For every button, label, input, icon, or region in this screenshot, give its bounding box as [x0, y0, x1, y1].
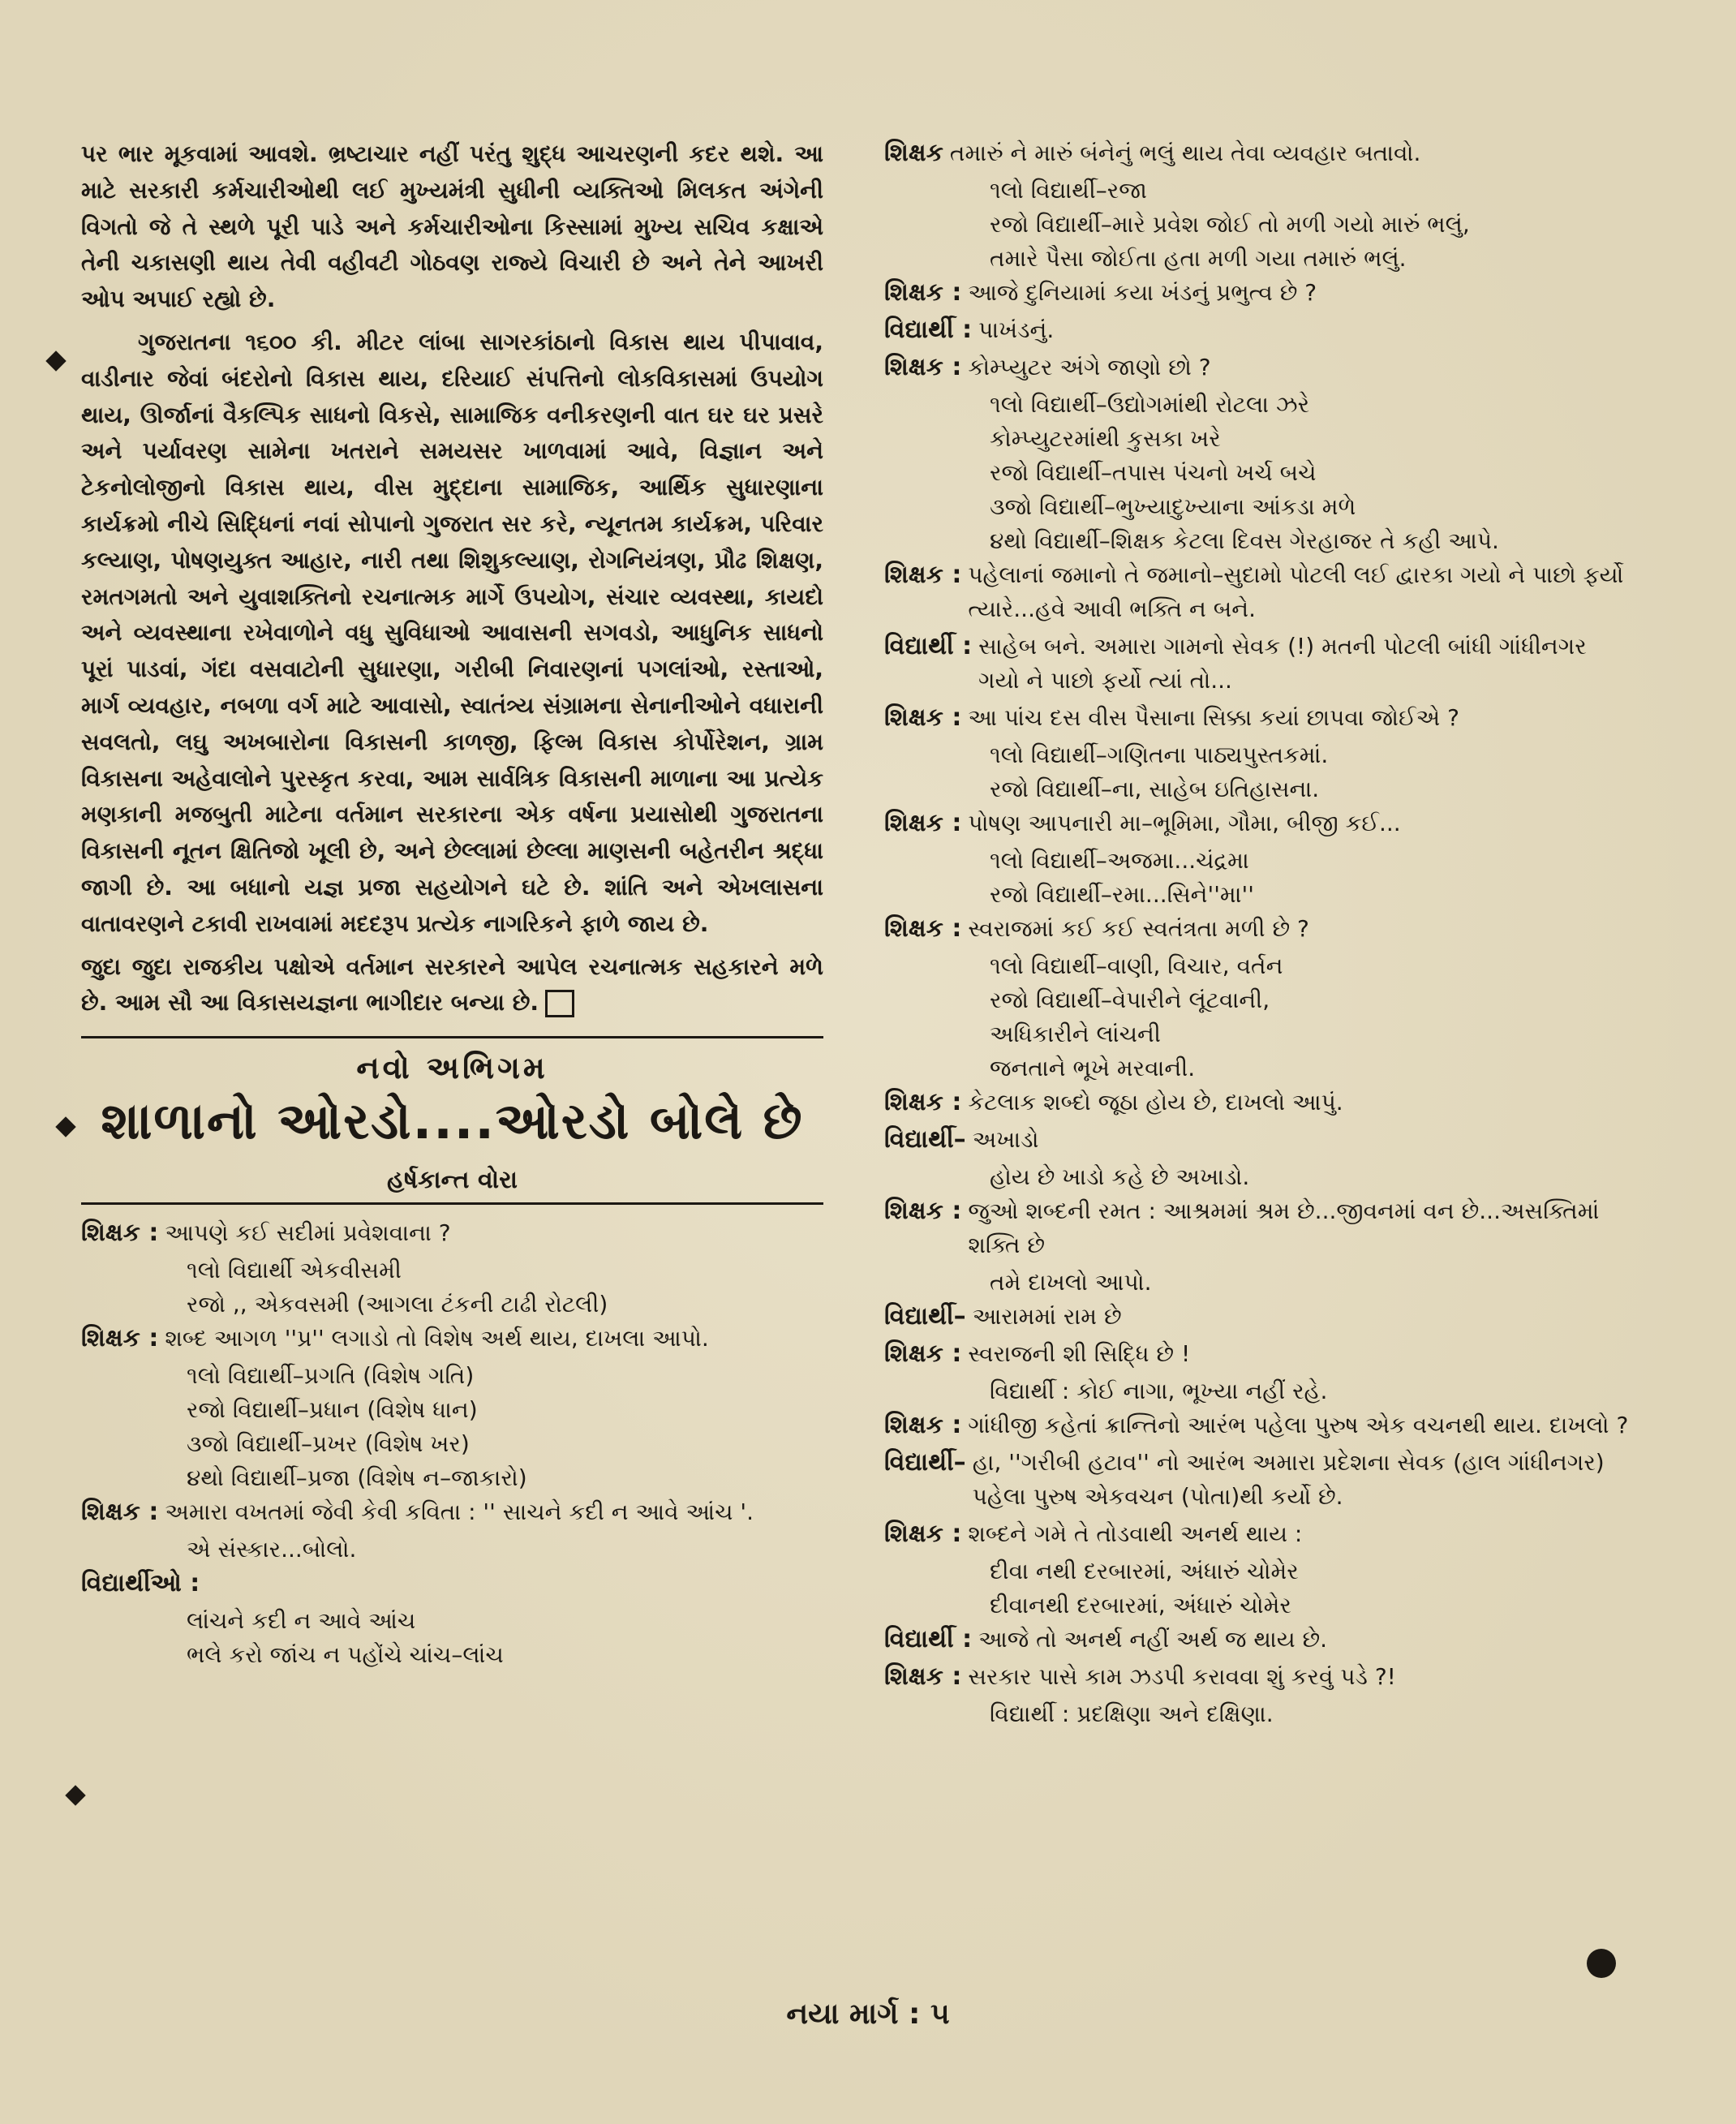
response-line: હોય છે ખાડો કહે છે અખાડો.: [990, 1163, 1250, 1190]
response-line: લાંચને કદી ન આવે આંચ: [187, 1607, 416, 1635]
speaker-line: સરકાર પાસે કામ ઝડપી કરાવવા શું કરવું પડે ?!: [968, 1663, 1396, 1690]
speaker-line: કોમ્પ્યુટર અંગે જાણો છો ?: [968, 354, 1211, 381]
speaker-label: શિક્ષક :: [884, 809, 962, 837]
dialog-turn: [884, 1194, 1631, 1262]
dialog-turn: [81, 1495, 823, 1529]
response-line: રજો વિદ્યાર્થી–વેપારીને લૂંટવાની,: [990, 987, 1270, 1013]
page-dot-icon: [1587, 1949, 1616, 1978]
response-line: ૧લો વિદ્યાર્થી–રજા: [990, 177, 1147, 204]
dialog-turn: [884, 276, 1631, 310]
dialog-turn: [884, 630, 1631, 698]
speaker-line: તમારું ને મારું બંનેનું ભલું થાય તેવા વ્યવહાર બતાવો.: [949, 140, 1421, 166]
speaker-line: જુઓ શબ્દની રમત : આશ્રમમાં શ્રમ છે...જીવનમાં વન છે...અસક્તિમાં શક્તિ છે: [968, 1197, 1600, 1258]
speaker-label: શિક્ષક :: [884, 1662, 962, 1691]
response-line: રજો વિદ્યાર્થી–રમા...સિને''મા'': [990, 881, 1254, 908]
response-line: ૧લો વિદ્યાર્થી–ગણિતના પાઠ્યપુસ્તકમાં.: [990, 742, 1329, 768]
speaker-line: આ પાંચ દસ વીસ પૈસાના સિક્કા કયાં છાપવા જોઈએ ?: [968, 704, 1459, 731]
speaker-line: આપણે કઈ સદીમાં પ્રવેશવાના ?: [165, 1219, 451, 1247]
speaker-line: સ્વરાજની શી સિદ્ધિ છે !: [968, 1340, 1191, 1367]
speaker-line: આરામમાં રામ છે: [972, 1303, 1122, 1330]
speaker-label: વિદ્યાર્થી :: [884, 1625, 973, 1653]
speaker-label: શિક્ષક: [884, 139, 943, 167]
dialog-turn: [884, 1623, 1631, 1657]
right-column: [884, 136, 1631, 1731]
speaker-line: કેટલાક શબ્દો જૂઠા હોય છે, દાખલો આપું.: [968, 1089, 1343, 1116]
article-byline: હર્ષકાન્ત વોરા: [386, 1166, 518, 1195]
dialog-turn: [81, 1567, 823, 1601]
speaker-label: શિક્ષક :: [884, 1197, 962, 1225]
response-line: રજો ,, એકવસમી (આગલા ટંકની ટાઢી રોટલી): [187, 1291, 608, 1318]
response-line: ૩જો વિદ્યાર્થી–ભુખ્યાદુખ્યાના આંકડા મળે: [990, 493, 1356, 520]
margin-mark-icon: [65, 1785, 85, 1805]
response-line: એ સંસ્કાર...બોલો.: [187, 1536, 357, 1563]
response-line: વિદ્યાર્થી : પ્રદક્ષિણા અને દક્ષિણા.: [990, 1700, 1274, 1727]
speaker-label: વિદ્યાર્થી–: [884, 1448, 966, 1477]
speaker-line: આજે તો અનર્થ નહીં અર્થ જ થાય છે.: [978, 1626, 1328, 1653]
speaker-line: પહેલાનાં જમાનો તે જમાનો–સુદામો પોટલી લઈ દ્વારકા ગયો ને પાછો ફર્યો ત્યારે...હવે આવી ભક્તિ ન બને.: [968, 561, 1624, 622]
dialog-turn: [884, 701, 1631, 735]
speaker-label: શિક્ષક :: [884, 1411, 962, 1439]
response-line: ૧લો વિદ્યાર્થી–ઉદ્યોગમાંથી રોટલા ઝરે: [990, 391, 1310, 418]
dialog-turn: [884, 313, 1631, 347]
margin-mark-icon: [55, 1116, 75, 1137]
dialog-turn: [884, 1517, 1631, 1551]
speaker-label: વિદ્યાર્થી :: [884, 632, 973, 660]
response-line: કોમ્પ્યુટરમાંથી કુસકા ખરે: [990, 425, 1221, 452]
dialog-left: [81, 1216, 823, 1672]
response-line: દીવાનથી દરબારમાં, અંધારું ચોમેર: [990, 1592, 1291, 1619]
prose-paragraph: [81, 949, 823, 1022]
speaker-line: પોષણ આપનારી મા–ભૂમિમા, ગૌમા, બીજી કઈ...: [968, 810, 1401, 836]
response-line: રજો વિદ્યાર્થી–ના, સાહેબ ઇતિહાસના.: [990, 776, 1320, 802]
dialog-turn: [81, 1216, 823, 1250]
speaker-label: શિક્ષક :: [884, 1088, 962, 1116]
speaker-line: સાહેબ બને. અમારા ગામનો સેવક (!) મતની પોટલી બાંધી ગાંધીનગર ગયો ને પાછો ફર્યો ત્યાં તો...: [978, 633, 1587, 694]
response-line: રજો વિદ્યાર્થી–પ્રધાન (વિશેષ ધાન): [187, 1396, 478, 1424]
speaker-label: શિક્ષક :: [884, 561, 962, 589]
response-line: ભલે કરો જાંચ ન પહોંચે ચાંચ–લાંચ: [187, 1641, 504, 1669]
prose-text: જુદા જુદા રાજકીય પક્ષોએ વર્તમાન સરકારને આપેલ રચનાત્મક સહકારને મળે છે. આમ સૌ આ વિકાસયજ્ઞના ભાગીદાર બન્યા છે.: [81, 952, 823, 1017]
speaker-line: અખાડો: [972, 1126, 1039, 1153]
speaker-line: આજે દુનિયામાં કયા ખંડનું પ્રભુત્વ છે ?: [968, 279, 1317, 306]
speaker-label: શિક્ષક :: [884, 1339, 962, 1368]
speaker-label: વિદ્યાર્થીઓ :: [81, 1569, 200, 1598]
speaker-line: શબ્દ આગળ ''પ્ર'' લગાડો તો વિશેષ અર્થ થાય, દાખલા આપો.: [165, 1325, 709, 1352]
article-continuation: [81, 136, 823, 1021]
dialog-turn: [884, 1123, 1631, 1157]
article-headline: શાળાનો ઓરડો....ઓરડો બોલે છે: [101, 1091, 804, 1151]
byline-divider: [81, 1202, 823, 1205]
response-line: દીવા નથી દરબારમાં, અંધારું ચોમેર: [990, 1558, 1299, 1584]
response-line: રજો વિદ્યાર્થી–તપાસ પંચનો ખર્ચ બચે: [990, 459, 1317, 486]
end-mark-icon: [545, 990, 574, 1017]
response-line: ૪થો વિદ્યાર્થી–શિક્ષક કેટલા દિવસ ગેરહાજર તે કહી આપે.: [990, 527, 1499, 554]
speaker-line: અમારા વખતમાં જેવી કેવી કવિતા : '' સાચને કદી ન આવે આંચ '.: [165, 1498, 754, 1526]
dialog-turn: [884, 912, 1631, 946]
dialog-turn: [884, 558, 1631, 626]
speaker-label: શિક્ષક :: [81, 1324, 159, 1353]
dialog-turn: [884, 1337, 1631, 1371]
response-line: ૧લો વિદ્યાર્થી–અજમા...ચંદ્રમા: [990, 847, 1249, 874]
response-line: ૧લો વિદ્યાર્થી–વાણી, વિચાર, વર્તન: [990, 952, 1283, 979]
page-footer: નયા માર્ગ : ૫: [786, 1997, 950, 2031]
response-line: ૩જો વિદ્યાર્થી–પ્રખર (વિશેષ ખર): [187, 1430, 470, 1458]
prose-paragraph: ગુજરાતના ૧૬૦૦ કી. મીટર લાંબા સાગરકાંઠાનો વિકાસ થાય પીપાવાવ, વાડીનાર જેવાં બંદરોનો વિકાસ થાય, દરિયાઈ સંપત્તિનો લોકવિકાસમાં ઉપયોગ થાય, ઊર્જાનાં વૈકલ્પિક સાધનો વિકસે, સામાજિક વનીકરણની વાત ઘર ઘર પ્રસરે અને પર્યાવરણ સામેના ખતરાને સમયસર ખાળવામાં આવે, વિજ્ઞાન અને ટેકનોલોજીનો વિકાસ થાય, વીસ મુદ્દાના સામાજિક, આર્થિક સુધારણાના કાર્યક્રમો નીચે સિદ્ધિનાં નવાં સોપાનો ગુજરાત સર કરે, ન્યૂનતમ કાર્યક્રમ, પરિવાર કલ્યાણ, પોષણયુક્ત આહાર, નારી તથા શિશુકલ્યાણ, રોગનિયંત્રણ, પ્રૌઢ શિક્ષણ, રમતગમતો અને યુવાશક્તિનો રચનાત્મક માર્ગે ઉપયોગ, સંચાર વ્યવસ્થા, કાયદો અને વ્યવસ્થાના રખેવાળોને વધુ સુવિધાઓ આવાસની સગવડો, આધુનિક સાધનો પૂરાં પાડવાં, ગંદા વસવાટોની સુધારણા, ગરીબી નિવારણનાં પગલાંઓ, રસ્તાઓ, માર્ગ વ્યવહાર, નબળા વર્ગ માટે આવાસો, સ્વાતંત્ર્ય સંગ્રામના સેનાનીઓને વધારાની સવલતો, લઘુ અખબારોના વિકાસની કાળજી, ફિલ્મ વિકાસ કોર્પોરેશન, ગ્રામ વિકાસના અહેવાલોને પુરસ્કૃત કરવા, આમ સાર્વત્રિક વિકાસની માળાના આ પ્રત્યેક મણકાની મજબુતી માટેના વર્તમાન સરકારના એક વર્ષના પ્રયાસોથી ગુજરાતના વિકાસની નૂતન ક્ષિતિજો ખૂલી છે, અને છેલ્લામાં છેલ્લા માણસની બહેતરીન શ્રદ્ધા જાગી છે. આ બધાનો યજ્ઞ પ્રજા સહયોગને ઘટે છે. શાંતિ અને એખલાસના વાતાવરણને ટકાવી રાખવામાં મદદરૂપ પ્રત્યેક નાગરિકને ફાળે જાય છે.: [81, 328, 823, 937]
left-column: [81, 136, 823, 1672]
dialog-turn: [884, 350, 1631, 385]
speaker-line: ગાંધીજી કહેતાં ક્રાન્તિનો આરંભ પહેલા પુરુષ એક વચનથી થાય. દાખલો ?: [968, 1412, 1629, 1438]
response-line: તમારે પૈસા જોઈતા હતા મળી ગયા તમારું ભલું.: [990, 245, 1407, 272]
response-line: ૧લો વિદ્યાર્થી–પ્રગતિ (વિશેષ ગતિ): [187, 1362, 475, 1390]
speaker-label: શિક્ષક :: [81, 1498, 159, 1527]
response-line: ૧લો વિદ્યાર્થી એકવીસમી: [187, 1257, 402, 1284]
margin-mark-icon: [45, 350, 66, 371]
section-divider: [81, 1036, 823, 1038]
dialog-turn: [884, 136, 1631, 170]
response-line: ૪થો વિદ્યાર્થી–પ્રજા (વિશેષ ન–જાકારો): [187, 1464, 527, 1492]
response-line: વિદ્યાર્થી : કોઈ નાગા, ભૂખ્યા નહીં રહે.: [990, 1378, 1328, 1404]
prose-paragraph: પર ભાર મૂકવામાં આવશે. ભ્રષ્ટાચાર નહીં પરંતુ શુદ્ધ આચરણની કદર થશે. આ માટે સરકારી કર્મચારીઓથી લઈ મુખ્યમંત્રી સુધીની વ્યક્તિઓ મિલકત અંગેની વિગતો જે તે સ્થળે પૂરી પાડે અને કર્મચારીઓના કિસ્સામાં મુખ્ય સચિવ કક્ષાએ તેની ચકાસણી થાય તેવી વહીવટી ગોઠવણ રાજ્યે વિચારી છે અને તેને આખરી ઓપ અપાઈ રહ્યો છે.: [81, 140, 823, 313]
dialog-turn: [884, 806, 1631, 841]
dialog-right: [884, 136, 1631, 1731]
speaker-label: શિક્ષક :: [884, 914, 962, 943]
speaker-label: શિક્ષક :: [884, 703, 962, 732]
speaker-label: શિક્ષક :: [81, 1219, 159, 1248]
dialog-turn: [884, 1408, 1631, 1443]
speaker-line: સ્વરાજમાં કઈ કઈ સ્વતંત્રતા મળી છે ?: [968, 915, 1309, 942]
speaker-label: વિદ્યાર્થી–: [884, 1302, 966, 1331]
response-line: અધિકારીને લાંચની: [990, 1021, 1161, 1047]
response-line: તમે દાખલો આપો.: [990, 1269, 1152, 1296]
dialog-turn: [884, 1446, 1631, 1514]
speaker-line: શબ્દને ગમે તે તોડવાથી અનર્થ થાય :: [968, 1520, 1303, 1547]
dialog-turn: [884, 1086, 1631, 1120]
dialog-turn: [884, 1660, 1631, 1694]
speaker-label: શિક્ષક :: [884, 278, 962, 307]
dialog-turn: [81, 1322, 823, 1356]
response-line: રજો વિદ્યાર્થી–મારે પ્રવેશ જોઈ તો મળી ગયો મારું ભલું,: [990, 211, 1470, 238]
speaker-label: વિદ્યાર્થી :: [884, 316, 973, 344]
speaker-label: શિક્ષક :: [884, 353, 962, 381]
speaker-label: વિદ્યાર્થી–: [884, 1125, 966, 1154]
response-line: જનતાને ભૂખે મરવાની.: [990, 1055, 1196, 1081]
section-label: નવો અભિગમ: [356, 1050, 548, 1086]
speaker-line: હા, ''ગરીબી હટાવ'' નો આરંભ અમારા પ્રદેશના સેવક (હાલ ગાંધીનગર) પહેલા પુરુષ એકવચન (પોતા)થી કર્યો છે.: [972, 1449, 1605, 1510]
speaker-line: પાખંડનું.: [978, 316, 1055, 343]
speaker-label: શિક્ષક :: [884, 1520, 962, 1548]
dialog-turn: [884, 1300, 1631, 1334]
